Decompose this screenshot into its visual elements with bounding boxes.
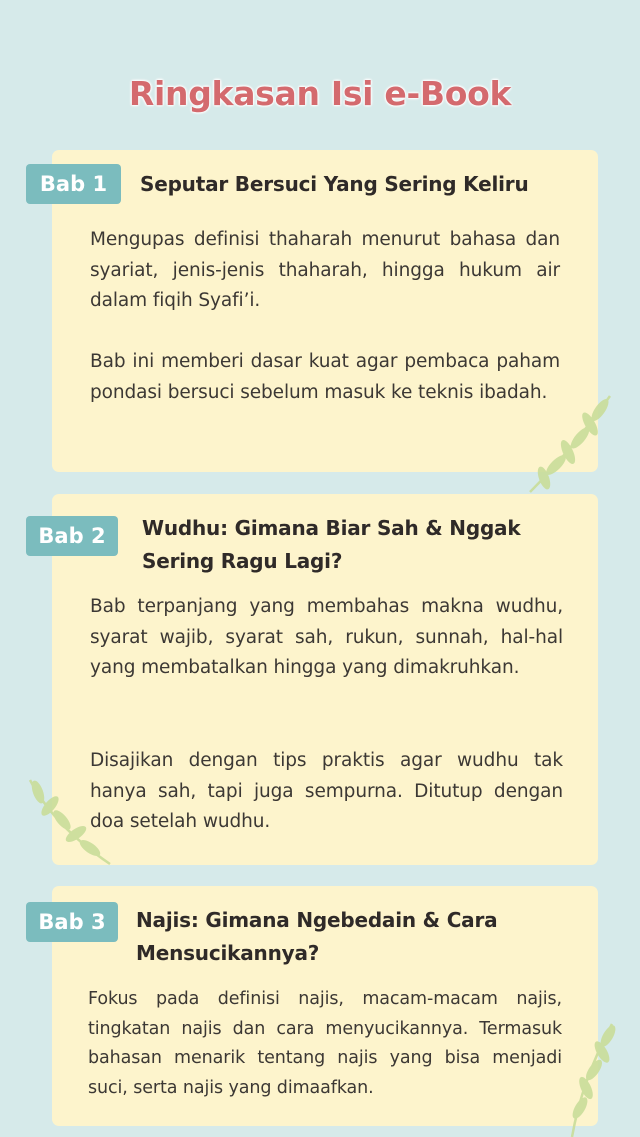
leaf-sprig-icon	[552, 1020, 622, 1137]
chapter-2-paragraph-2: Disajikan dengan tips praktis agar wudhu tak hanya sah, tapi juga sempurna. Ditutup dengan doa setelah wudhu.	[90, 750, 563, 832]
chapter-badge-3: Bab 3	[26, 902, 118, 942]
chapter-1-paragraph-1: Mengupas definisi thaharah menurut bahasa dan syariat, jenis-jenis thaharah, hingga hukum air dalam fiqih Syafi’i.	[90, 229, 560, 311]
chapter-heading-2: Wudhu: Gimana Biar Sah & Nggak Sering Ragu Lagi?	[142, 516, 521, 573]
chapter-1-paragraph-2: Bab ini memberi dasar kuat agar pembaca paham pondasi bersuci sebelum masuk ke teknis ibadah.	[90, 351, 560, 403]
page-title: Ringkasan Isi e-Book	[128, 74, 512, 113]
chapter-heading-1: Seputar Bersuci Yang Sering Keliru	[140, 172, 529, 196]
chapter-heading-3: Najis: Gimana Ngebedain & Cara Mensucikannya?	[136, 908, 498, 965]
chapter-3-paragraph-1: Fokus pada definisi najis, macam-macam najis, tingkatan najis dan cara menyucikannya. Termasuk bahasan menarik tentang najis yang bisa menjadi suci, serta najis yang dimaafkan.	[88, 989, 562, 1098]
chapter-badge-2: Bab 2	[26, 516, 118, 556]
chapter-2-paragraph-1: Bab terpanjang yang membahas makna wudhu, syarat wajib, syarat sah, rukun, sunnah, hal-hal yang membatalkan hingga yang dimakruhkan.	[90, 596, 563, 678]
leaf-sprig-icon	[24, 776, 114, 868]
leaf-sprig-icon	[520, 392, 616, 496]
chapter-badge-1: Bab 1	[26, 164, 121, 204]
